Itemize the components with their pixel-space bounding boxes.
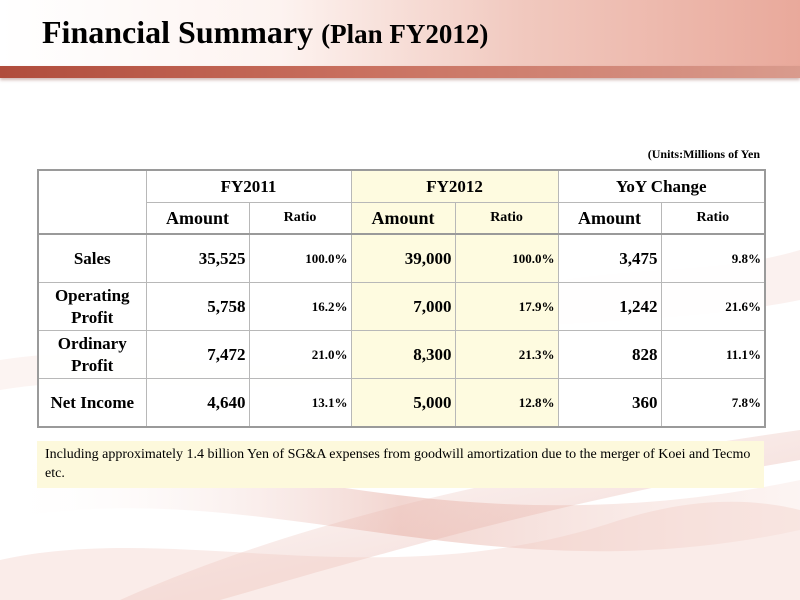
cell-yoy-ratio: 9.8% [661, 234, 765, 283]
subheader-yoy-amount: Amount [558, 203, 661, 235]
subheader-yoy-ratio: Ratio [661, 203, 765, 235]
cell-yoy-ratio: 11.1% [661, 331, 765, 379]
table-row-ordinary-profit [38, 331, 765, 379]
table-corner-cell [38, 170, 146, 234]
cell-yoy-amount: 360 [558, 379, 661, 428]
page-title [42, 14, 488, 51]
subheader-fy2011-ratio: Ratio [249, 203, 351, 235]
cell-fy2011-ratio: 16.2% [249, 283, 351, 331]
page-title-main: Financial Summary [42, 14, 314, 50]
cell-fy2011-ratio: 21.0% [249, 331, 351, 379]
table-group-header-row [38, 170, 765, 203]
cell-fy2011-amount: 7,472 [146, 331, 249, 379]
table-row-sales [38, 234, 765, 283]
cell-fy2012-ratio: 17.9% [455, 283, 558, 331]
table-subheader-row [38, 203, 765, 235]
cell-fy2011-ratio: 100.0% [249, 234, 351, 283]
group-header-fy2011: FY2011 [146, 170, 351, 203]
cell-fy2012-ratio: 21.3% [455, 331, 558, 379]
units-label: (Units:Millions of Yen [647, 147, 760, 161]
row-label: Operating Profit [38, 283, 146, 331]
cell-fy2012-ratio: 12.8% [455, 379, 558, 428]
header-accent-bar [0, 66, 800, 78]
cell-fy2011-ratio: 13.1% [249, 379, 351, 428]
row-label: Sales [38, 234, 146, 283]
subheader-fy2012-amount: Amount [351, 203, 455, 235]
cell-yoy-ratio: 7.8% [661, 379, 765, 428]
cell-fy2012-amount: 8,300 [351, 331, 455, 379]
row-label: Net Income [38, 379, 146, 428]
cell-fy2011-amount: 4,640 [146, 379, 249, 428]
cell-yoy-ratio: 21.6% [661, 283, 765, 331]
group-header-fy2012: FY2012 [351, 170, 558, 203]
cell-fy2011-amount: 5,758 [146, 283, 249, 331]
group-header-yoy-change: YoY Change [558, 170, 765, 203]
cell-yoy-amount: 3,475 [558, 234, 661, 283]
cell-yoy-amount: 828 [558, 331, 661, 379]
cell-fy2011-amount: 35,525 [146, 234, 249, 283]
subheader-fy2012-ratio: Ratio [455, 203, 558, 235]
cell-yoy-amount: 1,242 [558, 283, 661, 331]
cell-fy2012-amount: 39,000 [351, 234, 455, 283]
footnote-box: Including approximately 1.4 billion Yen of SG&A expenses from goodwill amortization due to the merger of Koei and Tecmo etc. [37, 441, 764, 488]
table-row-operating-profit [38, 283, 765, 331]
page-title-subtitle: (Plan FY2012) [321, 19, 489, 49]
subheader-fy2011-amount: Amount [146, 203, 249, 235]
table-row-net-income [38, 379, 765, 428]
financial-summary-table [37, 169, 766, 428]
row-label: Ordinary Profit [38, 331, 146, 379]
cell-fy2012-ratio: 100.0% [455, 234, 558, 283]
cell-fy2012-amount: 7,000 [351, 283, 455, 331]
cell-fy2012-amount: 5,000 [351, 379, 455, 428]
